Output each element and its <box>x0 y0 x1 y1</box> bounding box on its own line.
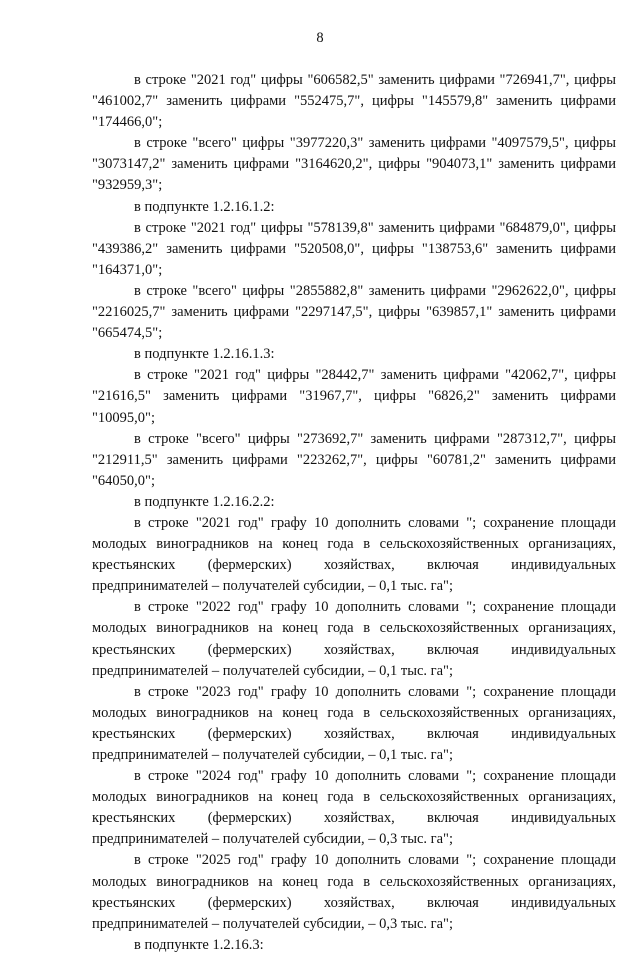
paragraph-2023-add-words: в строке "2023 год" графу 10 дополнить словами "; сохранение площади молодых виноградников на конец года в сельскохозяйственных организациях, крестьянских (фермерских) хозяйствах, включая индивидуальных предпринимателей – получателей субсидии, – 0,1 тыс. га"; <box>92 683 616 763</box>
paragraph-2021-replace: в строке "2021 год" цифры "28442,7" заменить цифрами "42062,7", цифры "21616,5" заменить цифрами "31967,7", цифры "6826,2" заменить цифрами "10095,0"; <box>92 367 616 426</box>
paragraph-total-replace: в строке "всего" цифры "3977220,3" заменить цифрами "4097579,5", цифры "3073147,2" заменить цифрами "3164620,2", цифры "904073,1" заменить цифрами "932959,3"; <box>92 135 616 194</box>
subclause-heading: в подпункте 1.2.16.3: <box>134 936 264 953</box>
paragraph-2025-add-words: в строке "2025 год" графу 10 дополнить словами "; сохранение площади молодых виноградников на конец года в сельскохозяйственных организациях, крестьянских (фермерских) хозяйствах, включая индивидуальных предпринимателей – получателей субсидии, – 0,3 тыс. га"; <box>92 852 616 932</box>
paragraph-2024-add-words: в строке "2024 год" графу 10 дополнить словами "; сохранение площади молодых виноградников на конец года в сельскохозяйственных организациях, крестьянских (фермерских) хозяйствах, включая индивидуальных предпринимателей – получателей субсидии, – 0,3 тыс. га"; <box>92 768 616 848</box>
paragraph-total-replace: в строке "всего" цифры "273692,7" заменить цифрами "287312,7", цифры "212911,5" заменить цифрами "223262,7", цифры "60781,2" заменить цифрами "64050,0"; <box>92 430 616 489</box>
paragraph-2021-replace: в строке "2021 год" цифры "578139,8" заменить цифрами "684879,0", цифры "439386,2" заменить цифрами "520508,0", цифры "138753,6" заменить цифрами "164371,0"; <box>92 219 616 278</box>
subclause-heading: в подпункте 1.2.16.2.2: <box>134 493 275 510</box>
paragraph-2021-replace: в строке "2021 год" цифры "606582,5" заменить цифрами "726941,7", цифры "461002,7" заменить цифрами "552475,7", цифры "145579,8" заменить цифрами "174466,0"; <box>92 72 616 131</box>
paragraph-total-replace: в строке "всего" цифры "2855882,8" заменить цифрами "2962622,0", цифры "2216025,7" заменить цифрами "2297147,5", цифры "639857,1" заменить цифрами "665474,5"; <box>92 282 616 342</box>
paragraph-2022-add-words: в строке "2022 год" графу 10 дополнить словами "; сохранение площади молодых виноградников на конец года в сельскохозяйственных организациях, крестьянских (фермерских) хозяйствах, включая индивидуальных предпринимателей – получателей субсидии, – 0,1 тыс. га"; <box>92 599 616 679</box>
subclause-heading: в подпункте 1.2.16.1.3: <box>134 346 275 363</box>
subclause-heading: в подпункте 1.2.16.1.2: <box>134 198 275 215</box>
paragraph-2021-add-words: в строке "2021 год" графу 10 дополнить словами "; сохранение площади молодых виноградников на конец года в сельскохозяйственных организациях, крестьянских (фермерских) хозяйствах, включая индивидуальных предпринимателей – получателей субсидии, – 0,1 тыс. га"; <box>92 514 616 595</box>
document-body <box>92 70 616 956</box>
page-number: 8 <box>316 30 324 46</box>
